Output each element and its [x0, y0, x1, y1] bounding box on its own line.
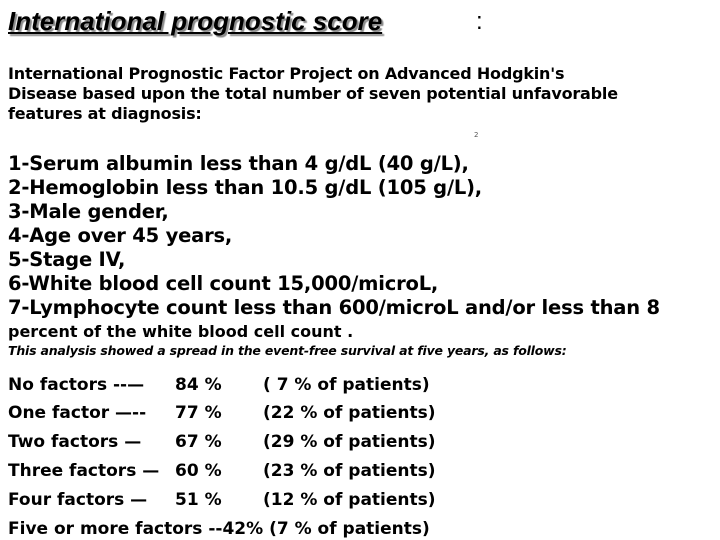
survival-rate: 84 %	[175, 375, 222, 395]
patient-share: (23 % of patients)	[263, 461, 436, 481]
survival-rate: 60 %	[175, 461, 222, 481]
factor-list	[8, 152, 660, 320]
survival-label: Four factors —	[8, 490, 148, 510]
survival-last-row: Five or more factors --42% (7 % of patients)	[8, 519, 430, 539]
patient-share: ( 7 % of patients)	[263, 375, 430, 395]
survival-rate: 67 %	[175, 432, 222, 452]
footnote-marker: 2	[474, 131, 479, 139]
factor-item: 3-Male gender,	[8, 200, 169, 223]
factor-item-continuation: percent of the white blood cell count .	[8, 322, 354, 341]
intro-line: International Prognostic Factor Project on Advanced Hodgkin's	[8, 64, 565, 83]
analysis-note: This analysis showed a spread in the event-free survival at five years, as follows:	[8, 343, 567, 358]
factor-item: 1-Serum albumin less than 4 g/dL (40 g/L),	[8, 152, 469, 175]
factor-item: 4-Age over 45 years,	[8, 224, 233, 247]
survival-label: Three factors —	[8, 461, 160, 481]
survival-label: Two factors —	[8, 432, 142, 452]
intro-line: features at diagnosis:	[8, 104, 202, 123]
factor-item: 2-Hemoglobin less than 10.5 g/dL (105 g/L),	[8, 176, 483, 199]
factor-item: 6-White blood cell count 15,000/microL,	[8, 272, 439, 295]
intro-line: Disease based upon the total number of seven potential unfavorable	[8, 84, 618, 103]
patient-share: (22 % of patients)	[263, 403, 436, 423]
survival-label: One factor —--	[8, 403, 147, 423]
patient-share: (12 % of patients)	[263, 490, 436, 510]
patient-share: (29 % of patients)	[263, 432, 436, 452]
factor-item: 7-Lymphocyte count less than 600/microL and/or less than 8	[8, 296, 660, 319]
survival-label: No factors --—	[8, 375, 145, 395]
factor-item: 5-Stage IV,	[8, 248, 126, 271]
intro-paragraph	[8, 64, 618, 124]
page-title: International prognostic score	[8, 6, 383, 36]
title-colon: :	[476, 8, 483, 35]
survival-rate: 51 %	[175, 490, 222, 510]
survival-rate: 77 %	[175, 403, 222, 423]
